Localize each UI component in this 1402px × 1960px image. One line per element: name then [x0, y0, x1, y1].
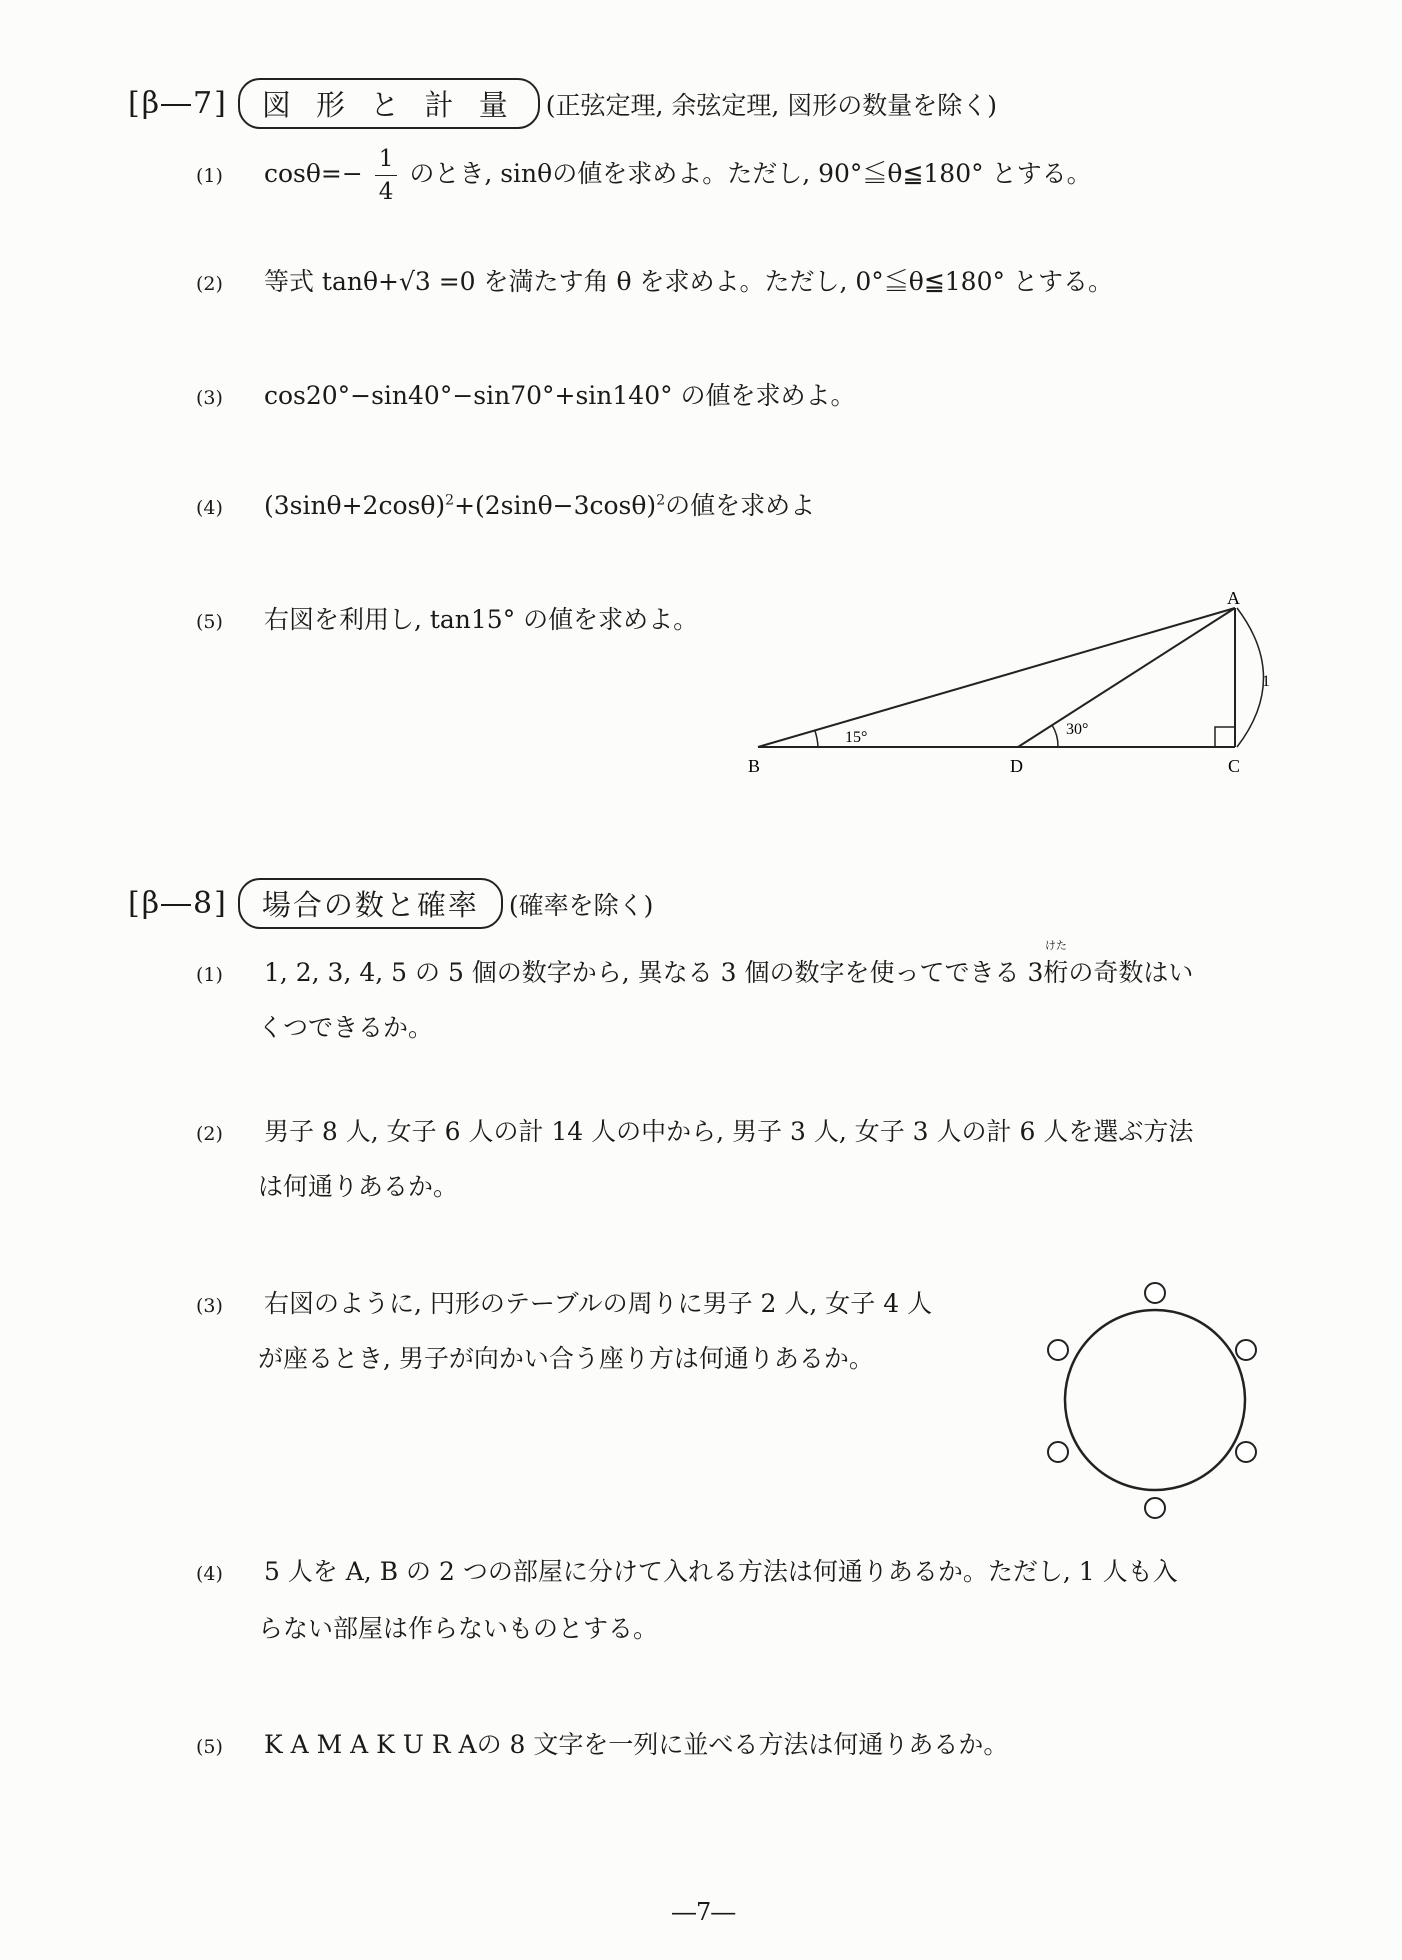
label-c: C [1228, 756, 1241, 776]
b8-question-1 [196, 939, 1194, 989]
section-b8-title: 場合の数と確率 [238, 878, 503, 929]
side-label-ac: 1 [1262, 673, 1270, 690]
side-arc [1237, 608, 1264, 747]
b8-question-5 [196, 1725, 1008, 1761]
question-text: 右図のように, 円形のテーブルの周りに男子 2 人, 女子 4 人 [263, 1289, 933, 1318]
question-text: 右図を利用し, tan15° の値を求めよ。 [263, 605, 699, 634]
right-angle-mark [1215, 727, 1235, 747]
exponent: 2 [656, 492, 666, 509]
b7-question-5 [196, 600, 698, 636]
question-number: (4) [196, 497, 223, 519]
b8-question-4-line2: らない部屋は作らないものとする。 [258, 1614, 659, 1643]
question-number: (5) [196, 611, 223, 633]
round-table-figure [1038, 1282, 1258, 1522]
question-text: 5 人を A, B の 2 つの部屋に分けて入れる方法は何通りあるか。ただし, 1 人も入 [263, 1557, 1178, 1586]
seat-upper-left [1048, 1340, 1068, 1360]
question-text-lhs: cosθ=− [263, 159, 363, 188]
section-b7-note: (正弦定理, 余弦定理, 図形の数量を除く) [545, 90, 998, 120]
fraction-denominator: 4 [378, 179, 394, 205]
question-text-part1: (3sinθ+2cosθ) [263, 491, 446, 520]
question-text-part3: の値を求めよ [665, 491, 816, 520]
segment-ad [1018, 608, 1235, 747]
label-d: D [1010, 756, 1023, 776]
seat-lower-right [1236, 1442, 1256, 1462]
b8-question-3 [196, 1284, 932, 1320]
section-b8-header [128, 878, 653, 929]
fraction-numerator: 1 [375, 143, 398, 176]
section-b7-code: [β―7] [128, 86, 228, 121]
fraction [375, 143, 398, 208]
question-number: (1) [196, 165, 223, 187]
section-b7-header [128, 78, 997, 129]
b8-question-2 [196, 1112, 1193, 1148]
seat-bottom [1145, 1498, 1165, 1518]
question-number: (3) [196, 1295, 223, 1317]
question-text-part2: +(2sinθ−3cosθ) [454, 491, 657, 520]
question-number: (2) [196, 273, 223, 295]
segment-ab [758, 608, 1235, 747]
b7-question-2 [196, 262, 1113, 298]
b8-question-2-line2: は何通りあるか。 [258, 1172, 459, 1201]
question-number: (2) [196, 1123, 223, 1145]
angle-label-b: 15° [845, 729, 868, 746]
b7-question-1 [196, 143, 1092, 208]
b8-question-1-line2: くつできるか。 [258, 1013, 434, 1042]
ruby-base: 桁 [1043, 958, 1069, 987]
b7-question-4 [196, 486, 815, 522]
seat-top [1145, 1283, 1165, 1303]
question-text: 等式 tanθ+√3 =0 を満たす角 θ を求めよ。ただし, 0°≦θ≦180° とする。 [263, 267, 1113, 296]
table-circle [1065, 1310, 1245, 1490]
exponent: 2 [445, 492, 455, 509]
question-text-a: 1, 2, 3, 4, 5 の 5 個の数字から, 異なる 3 個の数字を使ってできる 3 [263, 958, 1044, 987]
label-a: A [1227, 590, 1240, 608]
question-text: cos20°−sin40°−sin70°+sin140° の値を求めよ。 [263, 381, 856, 410]
label-b: B [748, 756, 761, 776]
question-text-rest: のとき, sinθの値を求めよ。ただし, 90°≦θ≦180° とする。 [409, 159, 1092, 188]
b8-question-4 [196, 1552, 1178, 1588]
question-number: (4) [196, 1563, 223, 1585]
question-text-b: の奇数はい [1068, 958, 1194, 987]
section-b7-title: 図 形 と 計 量 [238, 78, 540, 129]
angle-arc-d [1052, 725, 1058, 747]
question-number: (3) [196, 387, 223, 409]
ruby-reading: けた [1044, 939, 1067, 952]
question-number: (1) [196, 964, 223, 986]
section-b8-code: [β―8] [128, 886, 228, 921]
question-number: (5) [196, 1736, 223, 1758]
b8-question-3-line2: が座るとき, 男子が向かい合う座り方は何通りあるか。 [258, 1344, 874, 1373]
triangle-figure [740, 590, 1280, 780]
b7-question-3 [196, 376, 856, 412]
question-text: K A M A K U R Aの 8 文字を一列に並べる方法は何通りあるか。 [263, 1730, 1009, 1759]
seat-upper-right [1236, 1340, 1256, 1360]
question-text: 男子 8 人, 女子 6 人の計 14 人の中から, 男子 3 人, 女子 3 人の計 6 人を選ぶ方法 [263, 1117, 1194, 1146]
seat-lower-left [1048, 1442, 1068, 1462]
page-number: ―7― [672, 1898, 736, 1926]
angle-arc-b [815, 731, 818, 747]
section-b8-note: (確率を除く) [508, 890, 654, 920]
angle-label-d: 30° [1066, 721, 1089, 738]
ruby-word [1043, 939, 1069, 989]
